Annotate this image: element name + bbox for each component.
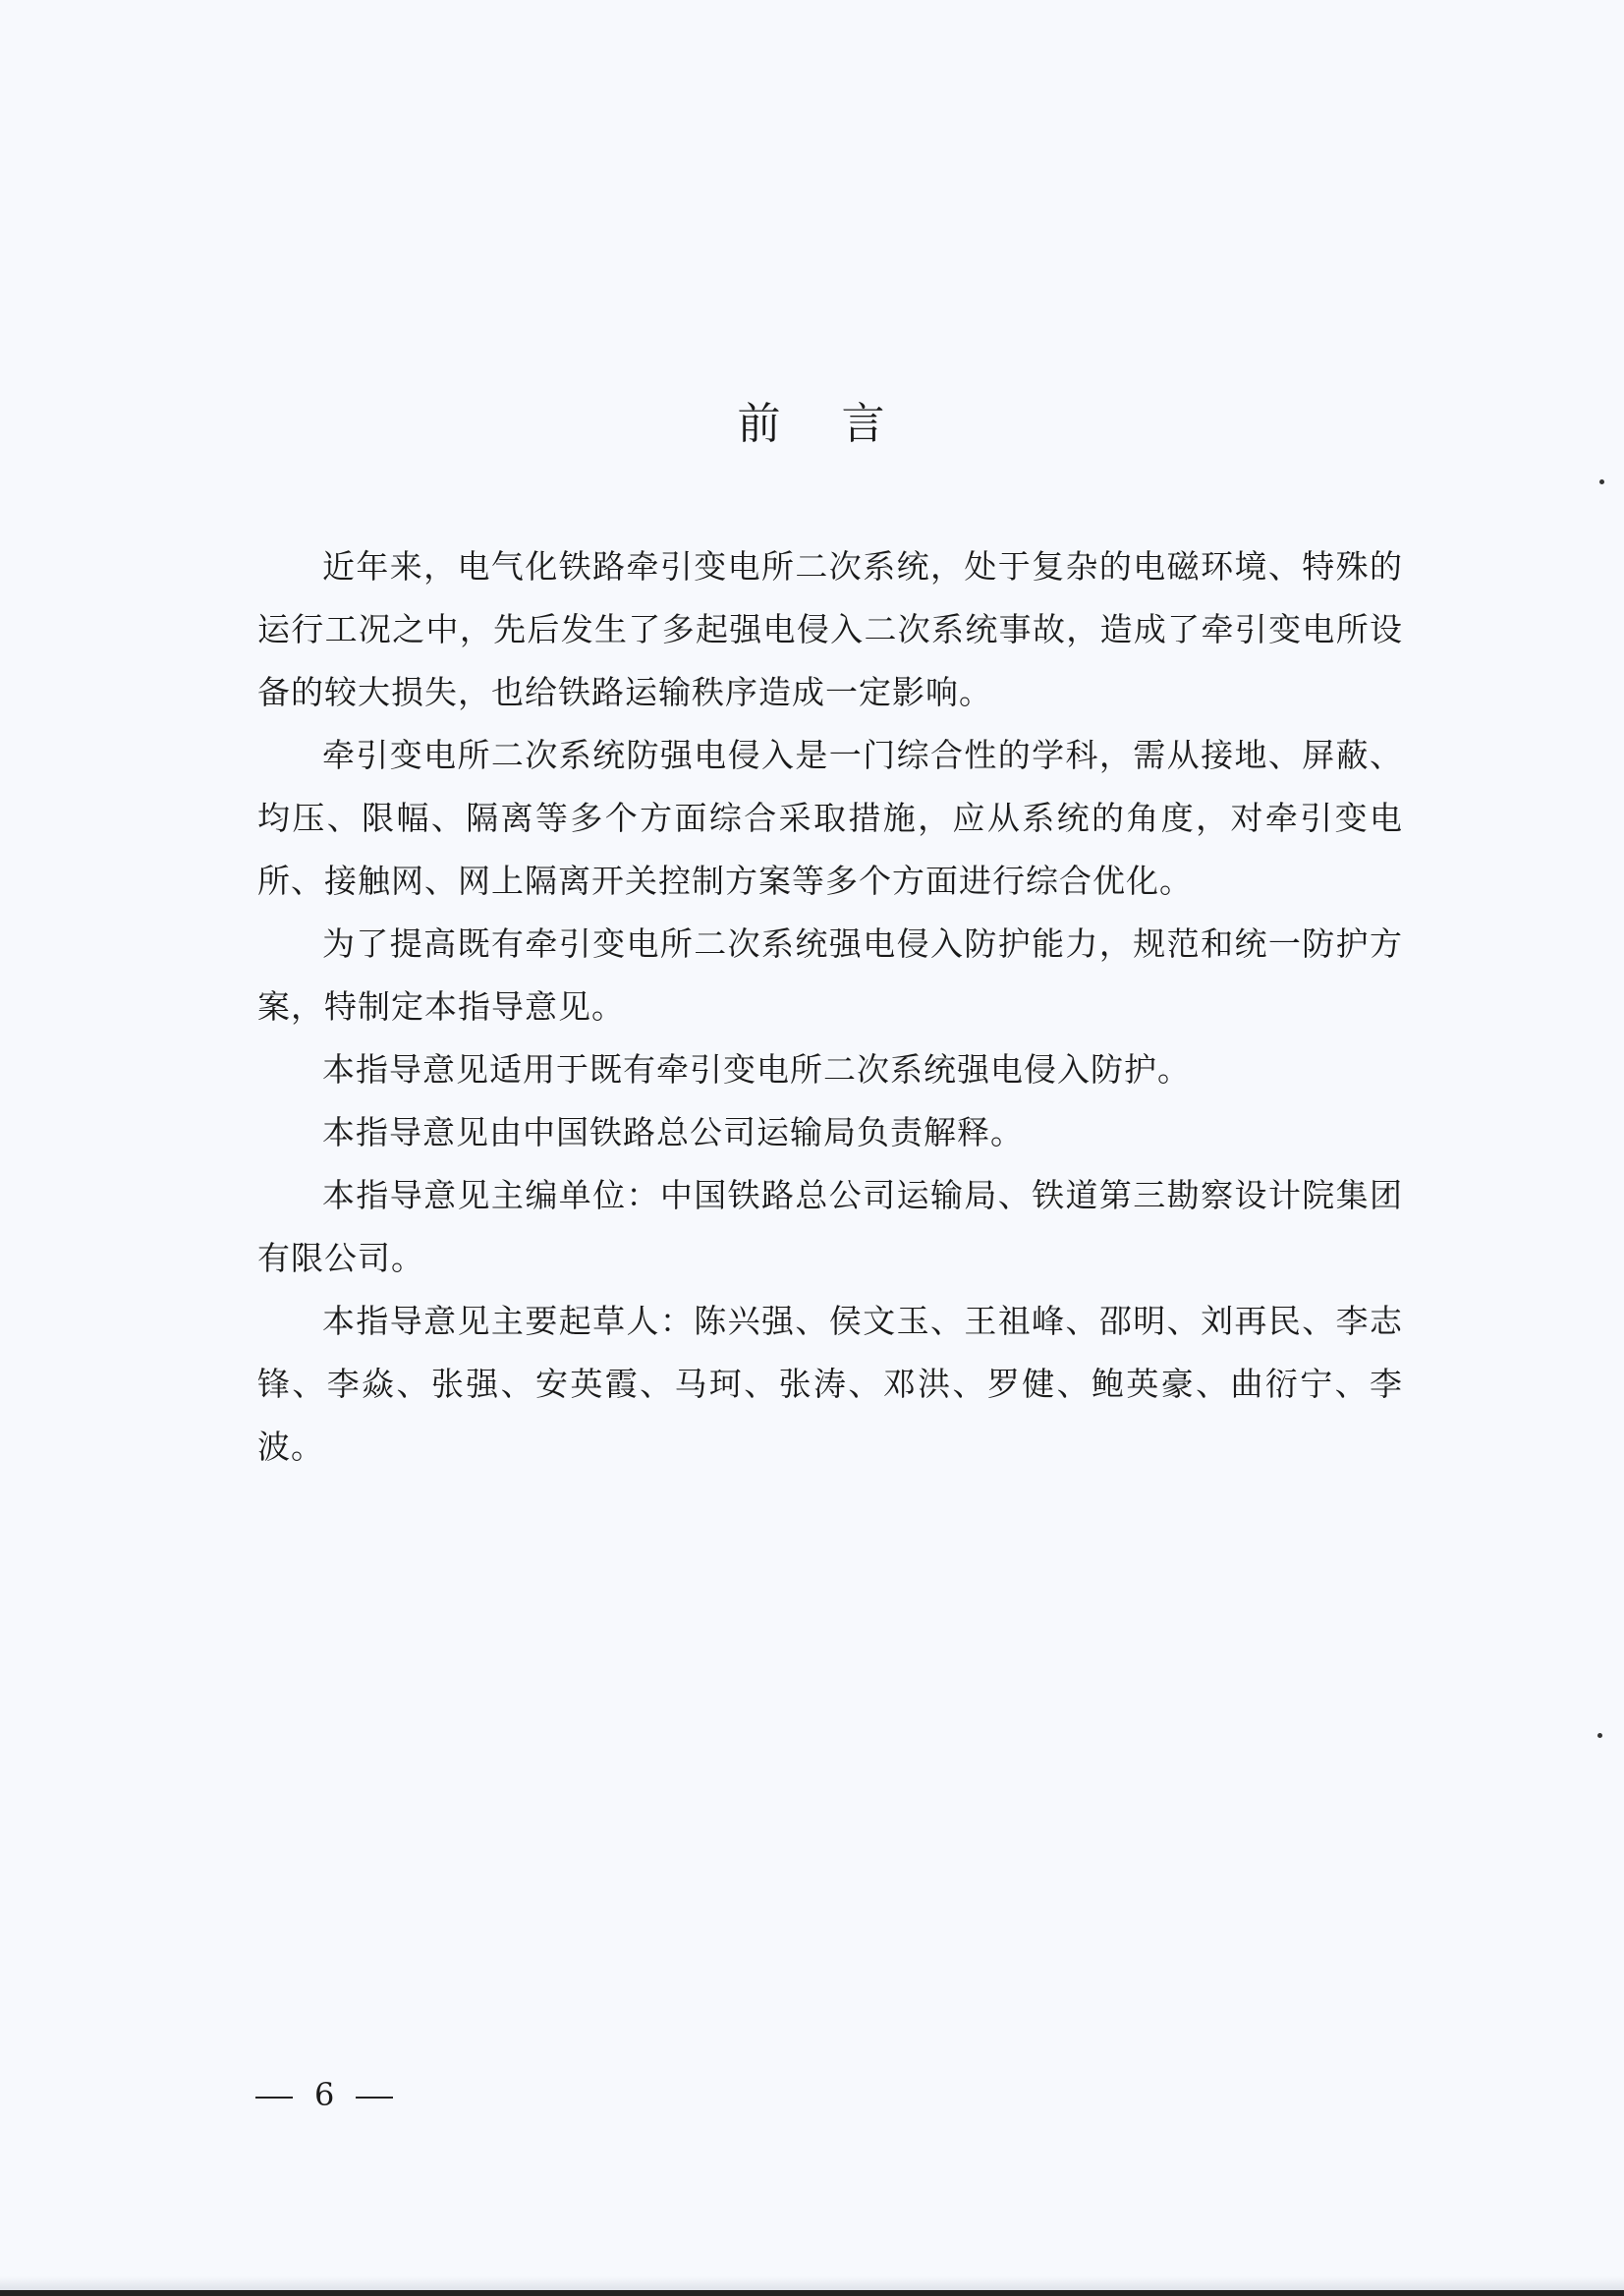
paragraph-background: 近年来，电气化铁路牵引变电所二次系统，处于复杂的电磁环境、特殊的运行工况之中，先后发生了多起强电侵入二次系统事故，造成了牵引变电所设备的较大损失，也给铁路运输秩序造成一定影响。 (257, 547, 1403, 711)
paragraph-drafters: 本指导意见主要起草人：陈兴强、侯文玉、王祖峰、邵明、刘再民、李志锋、李焱、张强、安英霞、马珂、张涛、邓洪、罗健、鲍英豪、曲衍宁、李波。 (257, 1302, 1403, 1466)
footer-dash-right (356, 2097, 393, 2099)
page-number: 6 (314, 2076, 335, 2113)
footer-dash-left (255, 2097, 293, 2099)
scan-speck (1599, 479, 1604, 484)
title-char-2: 言 (841, 399, 887, 449)
page-footer (255, 2065, 393, 2124)
foreword-body (257, 535, 1403, 1479)
title-char-1: 前 (737, 399, 783, 449)
paragraph-purpose: 为了提高既有牵引变电所二次系统强电侵入防护能力，规范和统一防护方案，特制定本指导意见。 (257, 924, 1403, 1026)
paragraph-scope: 本指导意见适用于既有牵引变电所二次系统强电侵入防护。 (322, 1050, 1191, 1089)
paragraph-interpretation: 本指导意见由中国铁路总公司运输局负责解释。 (322, 1113, 1024, 1151)
paragraph-approach: 牵引变电所二次系统防强电侵入是一门综合性的学科，需从接地、屏蔽、均压、限幅、隔离等多个方面综合采取措施，应从系统的角度，对牵引变电所、接触网、网上隔离开关控制方案等多个方面进行综合优化。 (257, 736, 1403, 900)
paragraph-editors: 本指导意见主编单位：中国铁路总公司运输局、铁道第三勘察设计院集团有限公司。 (257, 1176, 1403, 1277)
scan-speck (1597, 1733, 1602, 1738)
page-title (0, 393, 1624, 456)
scan-border (0, 2290, 1624, 2296)
scan-shadow (0, 2276, 1624, 2290)
